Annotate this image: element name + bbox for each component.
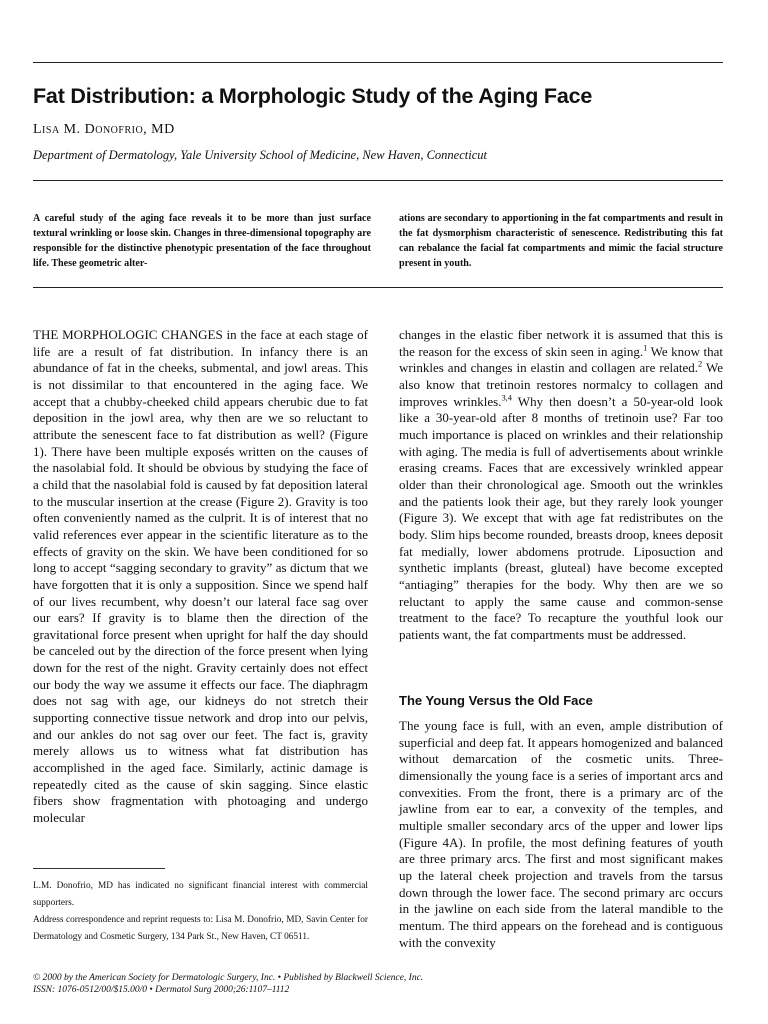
body-text: We also know that tretinoin restores normalcy to collagen and improves wrinkles. <box>399 360 723 409</box>
abstract-left-column: A careful study of the aging face reveals it to be more than just surface textural wrinkling or loose skin. Changes in three-dimensional topography are responsible for the distinctive phenotypic presentation of the face throughout life. These geometric alter- <box>33 213 371 269</box>
article-title: Fat Distribution: a Morphologic Study of the Aging Face <box>33 84 593 108</box>
abstract-right-column: ations are secondary to apportioning in the fat compartments and result in the fat dysmorphism characteristic of senescence. Redistributing this fat can rebalance the facial fat compartments and mimic the facial structure present in youth. <box>399 213 723 269</box>
body-text: changes in the elastic fiber network it is assumed that this is the reason for the excess of skin seen in aging. <box>399 327 723 359</box>
body-right-column <box>399 327 723 643</box>
body-left-column: THE MORPHOLOGIC CHANGES in the face at each stage of life are a result of fat distribution. In infancy there is an abundance of fat in the cheeks, submental, and jowl areas. This is not dissimilar to that encountered in the aging face. We accept that a chubby-cheeked child appears cherubic due to fat deposition in the jowl area, why then are we so reluctant to attribute the senescent face to fat distribution as well? (Figure 1). There have been multiple exposés written on the causes of the nasolabial fold. It should be obvious by studying the face of a child that the nasolabial fold is caused by fat deposition lateral to the muscular insertion at the crease (Figure 2). Gravity is too often conveniently named as the culprit. It is of interest that no valid references ever appear in the scientific literature as to the effects of gravity on the skin. We have been conditioned for so long to accept “sagging secondary to gravity” as dictum that we have forgotten that it is only a supposition. Since we spend half of our lives recumbent, why doesn’t our lateral face sag over our ears? If gravity is to blame then the direction of the gravitational force present when upright for half the day should be canceled out by the direction of the force present when lying down for the rest of the night. Gravity certainly does not effect our body the way we assume it effects our face. The diaphragm does not sag with age, our kidneys do not stretch their supporting connective tissue network and drop into our pelvis, and our ankles do not sag over our feet. The fact is, gravity merely allows us to witness what fat distribution has accomplished in the aged face. Similarly, actinic damage is repeatedly cited as the cause of skin sagging. Since elastic fibers show fragmentation with photoaging and undergo molecular <box>33 327 368 826</box>
section-body-text: The young face is full, with an even, ample distribution of superficial and deep fat. It appears homogenized and balanced without demarcation of the cosmetic units. Three-dimensionally the young face is a series of important arcs and convexities. From the front, there is a primary arc of the jawline from ear to ear, a convexity of the temples, and multiple smaller secondary arcs of the upper and lower lips (Figure 4A). In profile, the most defining features of youth are three primary arcs. The first and most significant makes up the lateral cheek projection and travels from the tarsus down through the lower face. The second primary arc occurs in the jawline on each side from the lateral mandible to the mentum. The third appears on the forehead and is contiguous with the convexity <box>399 718 723 950</box>
section-heading: The Young Versus the Old Face <box>399 693 593 708</box>
copyright-line: © 2000 by the American Society for Dermatologic Surgery, Inc. • Published by Blackwell Science, Inc. <box>33 973 424 983</box>
body-text: Why then doesn’t a 50-year-old look like a 30-year-old after 8 months of tretinoin use? Far too much importance is placed on wrinkles and their relationship with aging. The media is full of advertisements about wrinkle erasing creams. Faces that are excessively wrinkled appear older than their chronological age. Smooth out the wrinkles and the patients look their age, but they rarely look younger (Figure 3). We except that with age fat redistributes on the body. Slim hips become rounded, breasts droop, knees deposit fat medially, lower abdomens protrude. Liposuction and synthetic implants (breast, gluteal) have become excepted “antiaging” therapies for the body. Why then are we so reluctant to apply the same cause and common-sense treatment to the face? To recapture the youthful look our patients want, the fat compartments must be addressed. <box>399 393 723 642</box>
disclosure-footnote: L.M. Donofrio, MD has indicated no significant financial interest with commercial supporters. <box>33 881 368 908</box>
top-rule <box>33 62 723 63</box>
issn-line: ISSN: 1076-0512/00/$15.00/0 • Dermatol Surg 2000;26:1107–1112 <box>33 985 290 995</box>
header-rule <box>33 180 723 181</box>
reference-marker: 2 <box>697 358 703 369</box>
footnotes <box>33 878 368 946</box>
reference-marker: 1 <box>643 342 648 353</box>
author-name: Lisa M. Donofrio, MD <box>33 122 175 137</box>
author-affiliation: Department of Dermatology, Yale University School of Medicine, New Haven, Connecticut <box>33 148 487 162</box>
footnote-rule <box>33 868 165 869</box>
correspondence-footnote: Address correspondence and reprint requests to: Lisa M. Donofrio, MD, Savin Center for Dermatology and Cosmetic Surgery, 134 Park St., New Haven, CT 06511. <box>33 915 368 942</box>
reference-marker: 3,4 <box>501 392 512 403</box>
body-text: We know that wrinkles and changes in elastin and collagen are related. <box>399 343 723 376</box>
page-footer <box>33 972 723 996</box>
abstract-rule <box>33 287 723 288</box>
